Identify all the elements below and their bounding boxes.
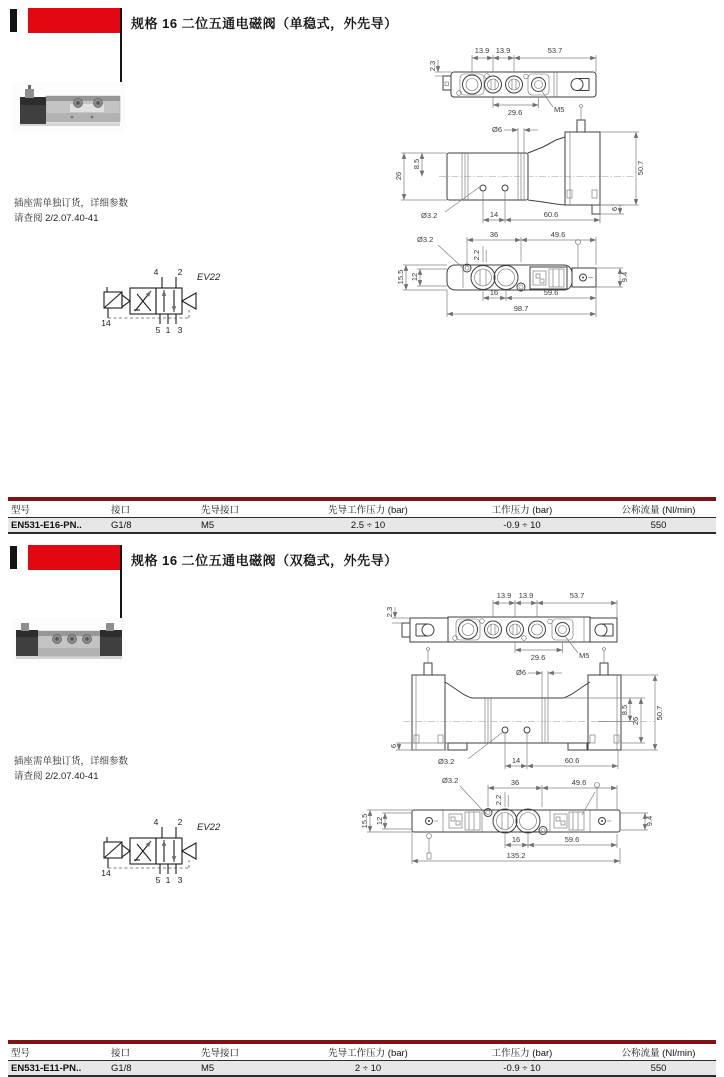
dim-label: 50.7 xyxy=(636,160,645,176)
symbol-port-3: 3 xyxy=(177,875,183,885)
table-header-cell: 型号 xyxy=(11,1048,31,1059)
table-header-cell: 工作压力 (bar) xyxy=(491,1048,553,1059)
dim-label: 14 xyxy=(489,210,499,219)
dim-label: 16 xyxy=(489,288,499,297)
dim-label: 13.9 xyxy=(495,46,511,55)
symbol-model-label: EV22 xyxy=(197,822,221,833)
section1-red-block xyxy=(28,8,121,33)
symbol-port-5: 5 xyxy=(155,325,161,335)
table-cell: G1/8 xyxy=(111,1062,132,1074)
dim-label: Ø3.2 xyxy=(417,235,434,244)
table-header-row xyxy=(8,1044,716,1061)
table-cell: -0.9 ÷ 10 xyxy=(503,1062,541,1074)
dim-label: 8.5 xyxy=(620,704,629,716)
photo1-art xyxy=(12,82,126,132)
dim-label: 15.5 xyxy=(396,269,405,285)
symbol1-art xyxy=(104,277,196,324)
pneumatic-symbol-52-valve xyxy=(96,816,221,886)
note-line2: 请查阅 2/2.07.40-41 xyxy=(14,213,99,225)
drawing-top-view xyxy=(428,46,596,117)
symbol-port-1: 1 xyxy=(165,875,171,885)
dimension-drawings-single xyxy=(393,40,724,340)
symbol-port-2: 2 xyxy=(177,817,183,827)
section1-title: 规格 16 二位五通电磁阀（单稳式，外先导） xyxy=(131,16,398,31)
dim-label: 98.7 xyxy=(513,304,529,313)
section2-title: 规格 16 二位五通电磁阀（双稳式，外先导） xyxy=(131,553,398,568)
table-row xyxy=(8,1061,716,1077)
dim-label: 13.9 xyxy=(496,591,512,600)
table-header-cell: 公称流量 (Nl/min) xyxy=(621,1048,696,1059)
dim-label: 29.6 xyxy=(507,108,523,117)
drawing-side-view xyxy=(389,648,664,770)
dim-label: 26 xyxy=(394,171,403,181)
dim-label: Ø3.2 xyxy=(438,757,455,766)
section2-edge-tick xyxy=(10,546,17,569)
symbol-port-5: 5 xyxy=(155,875,161,885)
dim-label: 59.6 xyxy=(543,288,559,297)
symbol-port-1: 1 xyxy=(165,325,171,335)
dim-label: 50.7 xyxy=(655,705,664,721)
dim-label: Ø3.2 xyxy=(421,211,438,220)
dim-label: 2.3 xyxy=(385,606,394,618)
dim-label: 13.9 xyxy=(518,591,534,600)
dim-label: 36 xyxy=(510,778,520,787)
dim-label: 49.6 xyxy=(571,778,587,787)
symbol-pilot-14: 14 xyxy=(101,318,111,328)
section1-edge-tick xyxy=(10,9,17,32)
dim-label: 59.6 xyxy=(564,835,580,844)
pneumatic-symbol-52-valve xyxy=(96,266,221,336)
table-header-row xyxy=(8,501,716,518)
spec-table-2 xyxy=(8,1040,716,1077)
dim-label: 26 xyxy=(631,716,640,726)
table-header-cell: 工作压力 (bar) xyxy=(491,505,553,516)
table-header-cell: 型号 xyxy=(11,505,31,516)
dim-label: 2.3 xyxy=(428,60,437,72)
table-header-cell: 先导工作压力 (bar) xyxy=(328,505,408,516)
spec-table-1 xyxy=(8,497,716,534)
symbol-port-3: 3 xyxy=(177,325,183,335)
dim-label: 135.2 xyxy=(506,851,526,860)
dim-label: 15.5 xyxy=(360,813,369,829)
dim-label: 60.6 xyxy=(543,210,559,219)
dim-label: Ø6 xyxy=(515,668,526,677)
table-header-cell: 先导工作压力 (bar) xyxy=(328,1048,408,1059)
dim-label: 16 xyxy=(511,835,521,844)
symbol-port-4: 4 xyxy=(153,817,159,827)
table-cell-model: EN531-E11-PN.. xyxy=(11,1062,82,1074)
table-cell: 550 xyxy=(650,519,667,531)
table-cell: G1/8 xyxy=(111,519,132,531)
table-cell: -0.9 ÷ 10 xyxy=(503,519,541,531)
dim-label: 6 xyxy=(610,206,619,212)
dim-label: 29.6 xyxy=(530,653,546,662)
dim-label: 36 xyxy=(489,230,499,239)
table-header-cell: 接口 xyxy=(111,505,131,516)
drawing-side-view xyxy=(394,105,645,224)
note-line1: 插座需单独订货，详细参数 xyxy=(14,756,129,767)
order-note xyxy=(14,754,128,784)
symbol-pilot-14: 14 xyxy=(101,868,111,878)
table-header-cell: 公称流量 (Nl/min) xyxy=(621,505,696,516)
table-header-cell: 先导接口 xyxy=(201,1048,240,1059)
dim-label: 2.2 xyxy=(494,794,503,806)
table-cell: M5 xyxy=(201,1062,215,1074)
note-line2: 请查阅 2/2.07.40-41 xyxy=(14,771,99,783)
dim-label: M5 xyxy=(579,651,590,660)
order-note xyxy=(14,196,128,226)
photo2-art xyxy=(12,618,126,664)
dim-label: 13.9 xyxy=(474,46,490,55)
table-cell: M5 xyxy=(201,519,215,531)
dim-label: 12 xyxy=(375,816,384,826)
symbol-model-label: EV22 xyxy=(197,272,221,283)
table-row xyxy=(8,518,716,534)
table-cell-model: EN531-E16-PN.. xyxy=(11,519,82,531)
symbol-port-4: 4 xyxy=(153,267,159,277)
dim-label: 14 xyxy=(511,756,521,765)
dim-label: M5 xyxy=(554,105,565,114)
dim-label: 8.5 xyxy=(412,158,421,170)
table-cell: 2 ÷ 10 xyxy=(354,1062,382,1074)
drawing-bottom-view xyxy=(360,776,654,864)
drawing-top-view xyxy=(385,591,617,662)
table-header-cell: 先导接口 xyxy=(201,505,240,516)
dim-label: 49.6 xyxy=(550,230,566,239)
drawing-bottom-view xyxy=(396,230,629,317)
product-photo-double-solenoid-valve xyxy=(12,618,126,664)
dim-label: 6 xyxy=(389,743,398,749)
dim-label: 2.2 xyxy=(472,249,481,261)
dim-label: 53.7 xyxy=(547,46,563,55)
dim-label: Ø3.2 xyxy=(442,776,459,785)
note-line1: 插座需单独订货，详细参数 xyxy=(14,198,129,209)
dim-label: 9.4 xyxy=(645,815,654,827)
dimension-drawings-double xyxy=(358,585,724,885)
table-cell: 550 xyxy=(650,1062,667,1074)
product-photo-single-solenoid-valve xyxy=(12,82,126,132)
table-header-cell: 接口 xyxy=(111,1048,131,1059)
section2-red-block xyxy=(28,545,121,570)
dim-label: 53.7 xyxy=(569,591,585,600)
symbol2-art xyxy=(104,827,196,874)
dim-label: Ø6 xyxy=(491,125,502,134)
table-cell: 2.5 ÷ 10 xyxy=(350,519,386,531)
dim-label: 12 xyxy=(410,272,419,282)
dim-label: 9.4 xyxy=(620,271,629,283)
symbol-port-2: 2 xyxy=(177,267,183,277)
dim-label: 60.6 xyxy=(564,756,580,765)
